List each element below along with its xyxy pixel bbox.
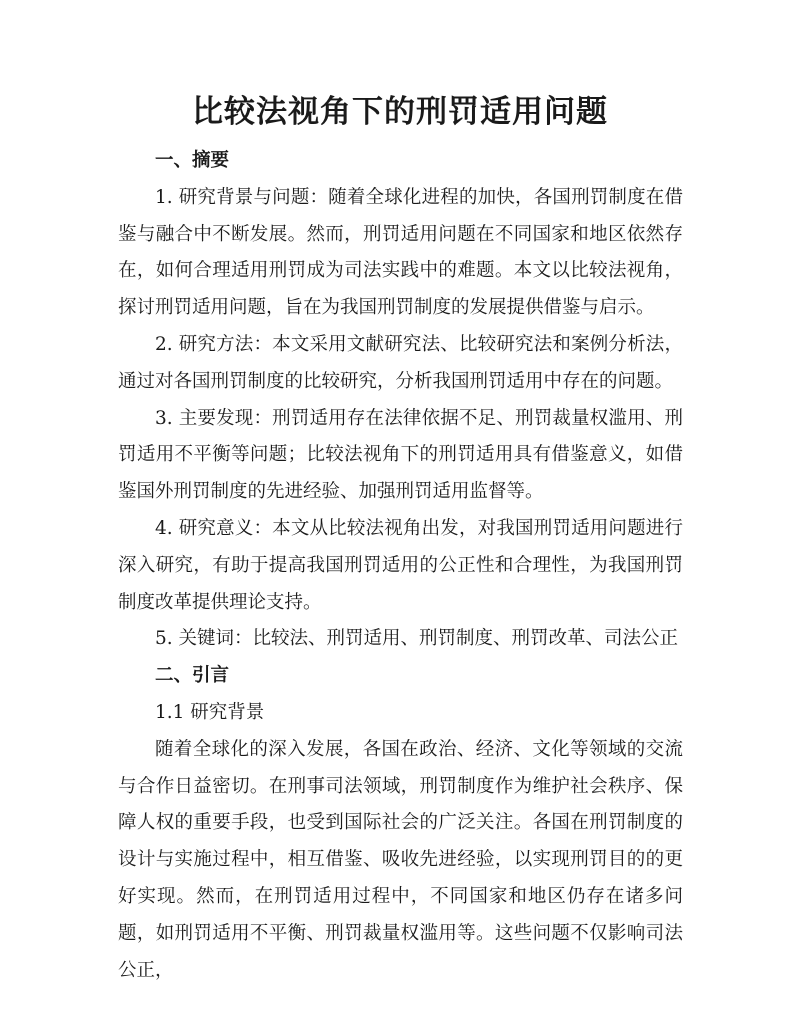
abstract-paragraph-keywords: 5. 关键词：比较法、刑罚适用、刑罚制度、刑罚改革、司法公正 xyxy=(155,628,679,650)
document-body xyxy=(118,143,683,989)
document-title: 比较法视角下的刑罚适用问题 xyxy=(192,94,608,130)
abstract-paragraph-method: 2. 研究方法：本文采用文献研究法、比较研究法和案例分析法，通过对各国刑罚制度的比较研究，分析我国刑罚适用中存在的问题。 xyxy=(118,333,683,392)
introduction-paragraph: 随着全球化的深入发展，各国在政治、经济、文化等领域的交流与合作日益密切。在刑事司法领域，刑罚制度作为维护社会秩序、保障人权的重要手段，也受到国际社会的广泛关注。各国在刑罚制度的设计与实施过程中，相互借鉴、吸收先进经验，以实现刑罚目的的更好实现。然而，在刑罚适用过程中，不同国家和地区仍存在诸多问题，如刑罚适用不平衡、刑罚裁量权滥用等。这些问题不仅影响司法公正， xyxy=(118,738,683,981)
subsection-heading-background: 1.1 研究背景 xyxy=(155,701,265,723)
abstract-paragraph-significance: 4. 研究意义：本文从比较法视角出发，对我国刑罚适用问题进行深入研究，有助于提高我国刑罚适用的公正性和合理性，为我国刑罚制度改革提供理论支持。 xyxy=(118,517,683,613)
abstract-paragraph-background: 1. 研究背景与问题：随着全球化进程的加快，各国刑罚制度在借鉴与融合中不断发展。然而，刑罚适用问题在不同国家和地区依然存在，如何合理适用刑罚成为司法实践中的难题。本文以比较法视角，探讨刑罚适用问题，旨在为我国刑罚制度的发展提供借鉴与启示。 xyxy=(118,186,683,319)
section-heading-introduction: 二、引言 xyxy=(155,665,230,687)
abstract-paragraph-findings: 3. 主要发现：刑罚适用存在法律依据不足、刑罚裁量权滥用、刑罚适用不平衡等问题；比较法视角下的刑罚适用具有借鉴意义，如借鉴国外刑罚制度的先进经验、加强刑罚适用监督等。 xyxy=(118,407,683,503)
section-heading-abstract: 一、摘要 xyxy=(155,150,230,171)
